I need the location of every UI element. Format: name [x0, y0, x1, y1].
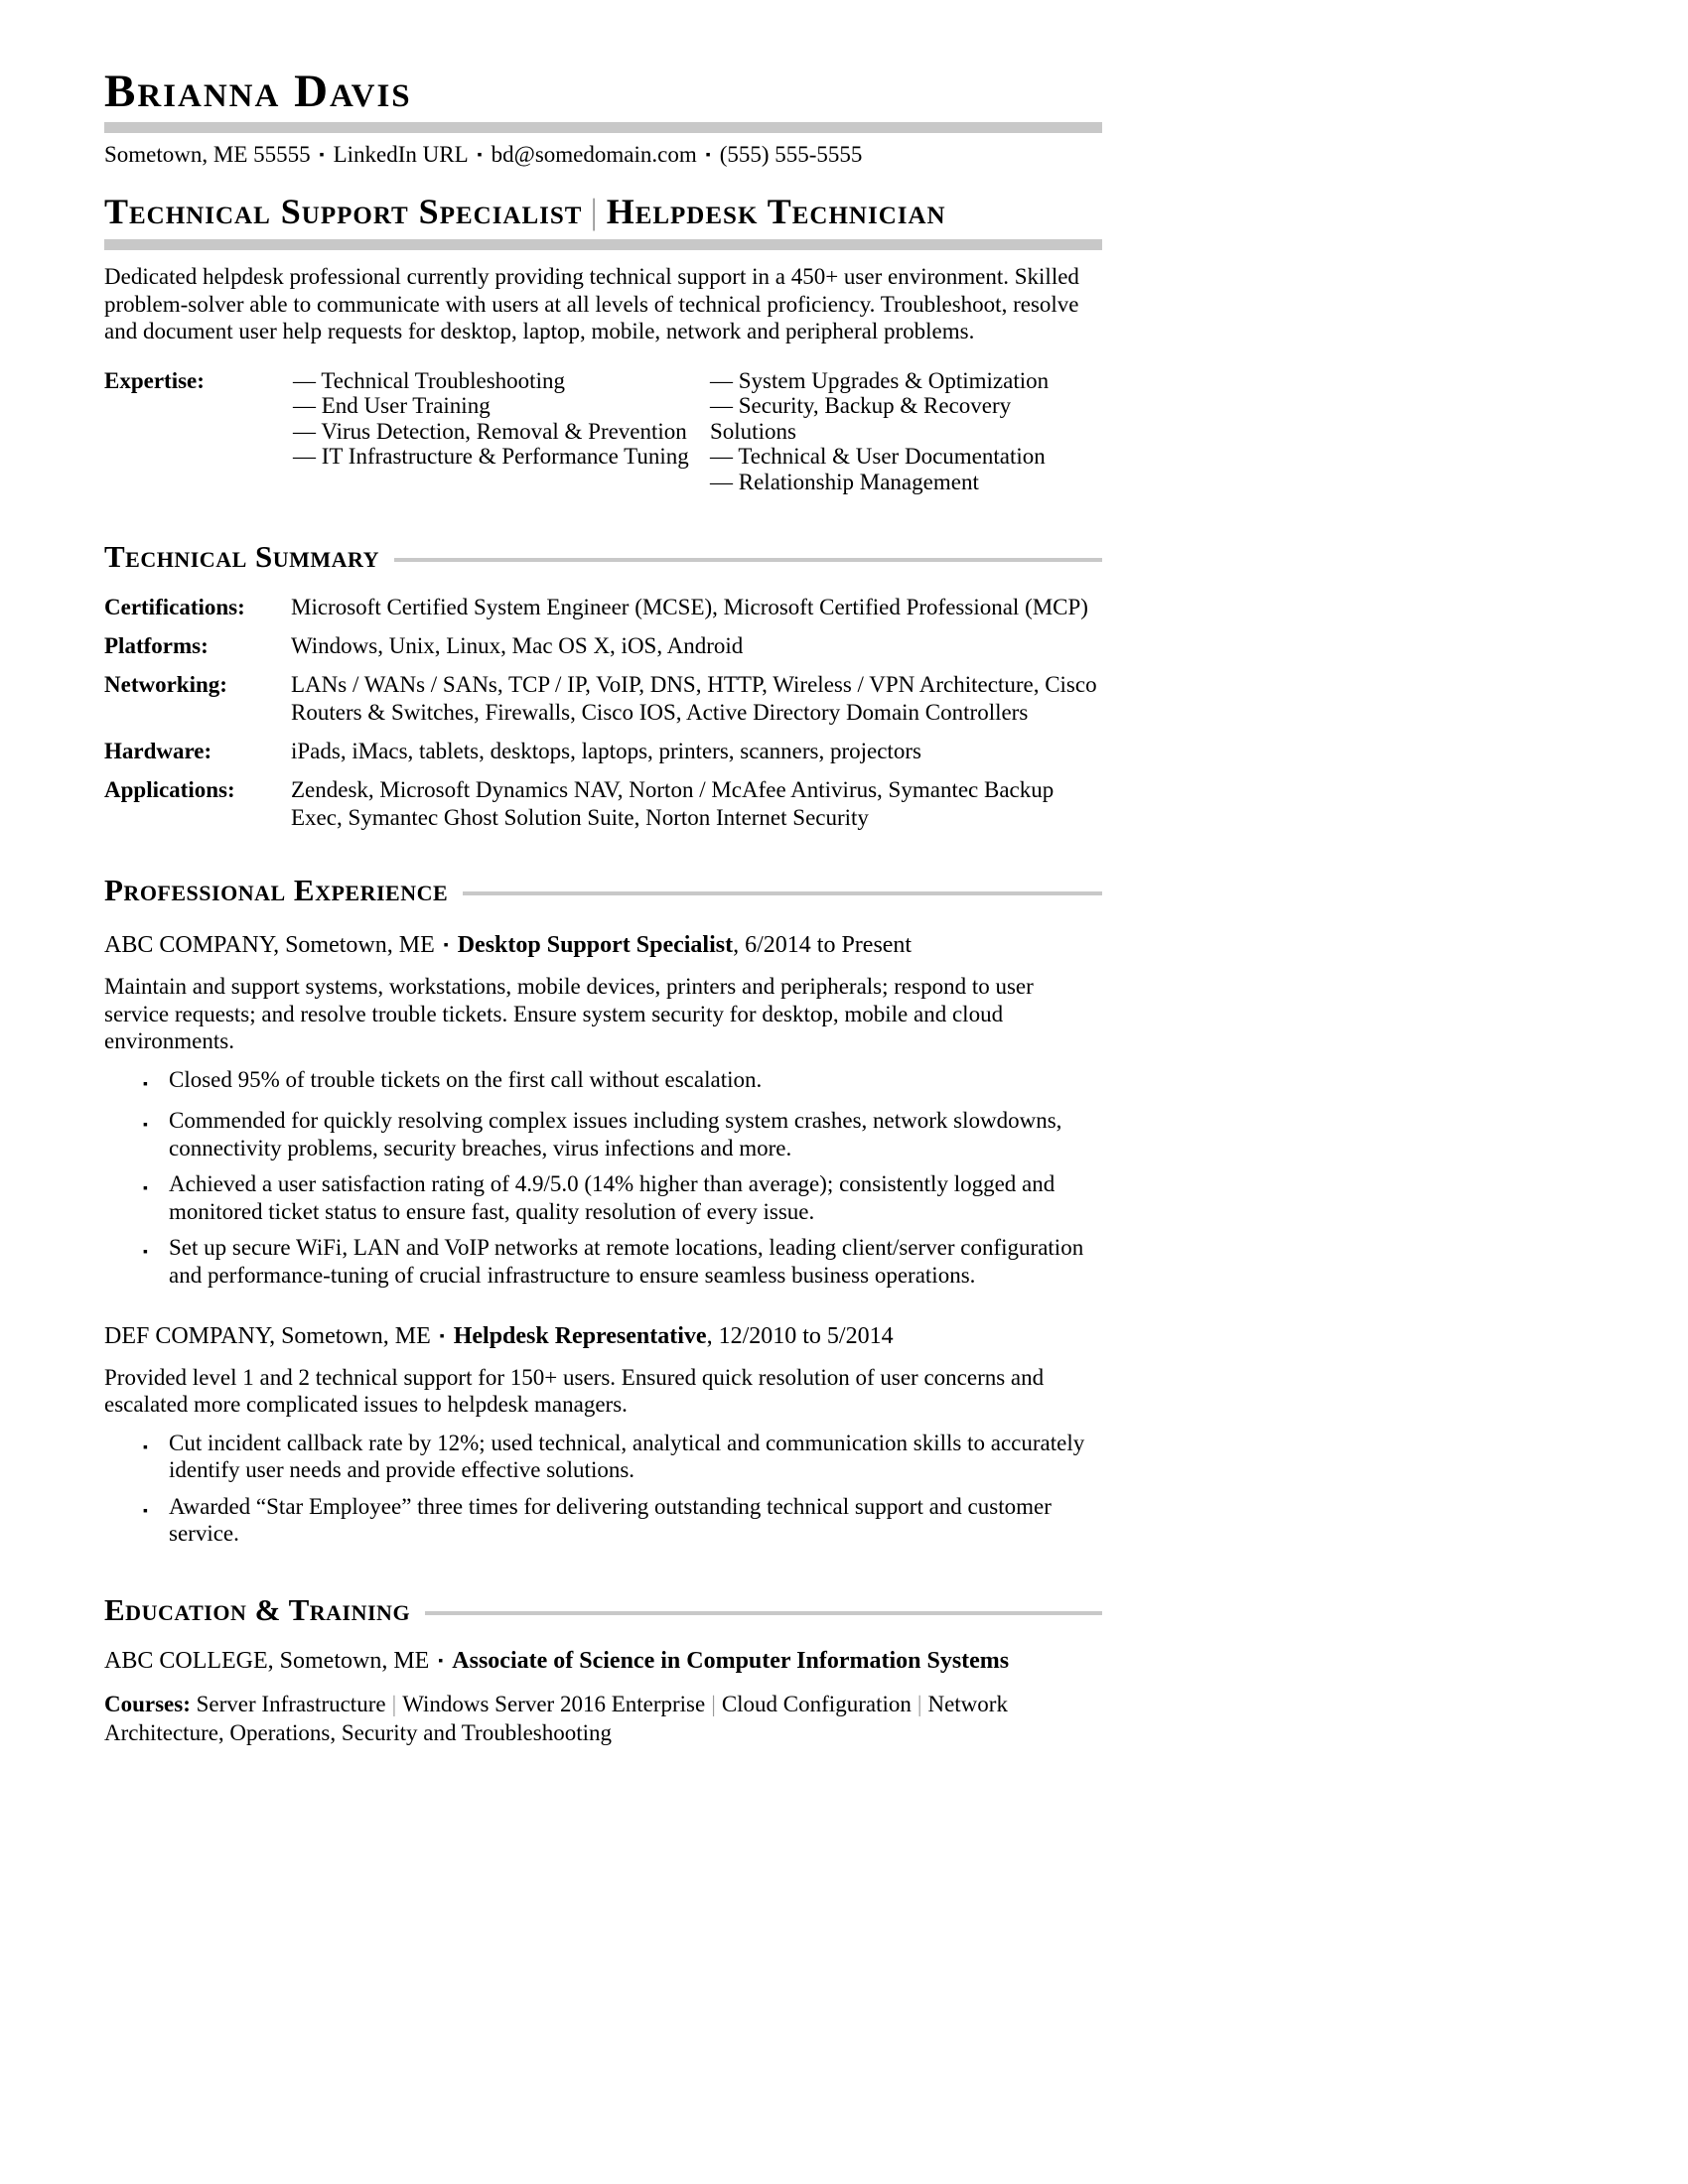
heading-rule — [425, 1611, 1102, 1615]
job-bullet — [104, 1066, 1102, 1099]
section-title: Technical Summary — [104, 539, 380, 575]
expertise-item: — System Upgrades & Optimization — [710, 367, 1050, 393]
expertise-column-2 — [710, 368, 1102, 495]
expertise-item: — Technical Troubleshooting — [293, 367, 565, 393]
person-name: Brianna Davis — [104, 66, 412, 117]
bullet-text: Awarded “Star Employee” three times for delivering outstanding technical support and customer service. — [169, 1493, 1052, 1547]
title-section — [104, 194, 1102, 344]
courses-line — [104, 1690, 1102, 1747]
course-item: Server Infrastructure — [196, 1692, 386, 1717]
section-heading-technical-summary — [104, 540, 1102, 574]
job-bullet-list — [104, 1430, 1102, 1548]
square-separator-icon: ▪ — [319, 148, 325, 164]
contact-linkedin: LinkedIn URL — [333, 142, 469, 168]
expertise-section — [104, 368, 1102, 495]
pipe-divider: | — [391, 1692, 397, 1717]
school-name: ABC COLLEGE, Sometown, ME — [104, 1648, 430, 1675]
bullet-text: Achieved a user satisfaction rating of 4.9/5.0 (14% higher than average); consistently logged and monitored ticket status to ensure fast, quality resolution of every issue. — [169, 1171, 1055, 1224]
education-entry — [104, 1648, 1102, 1675]
square-separator-icon: ▪ — [443, 938, 449, 954]
row-value: Zendesk, Microsoft Dynamics NAV, Norton / McAfee Antivirus, Symantec Backup Exec, Symantec Ghost Solution Suite, Norton Internet Security — [291, 777, 1055, 831]
course-item: Network Architecture, Operations, Security and Troubleshooting — [104, 1692, 1008, 1746]
resume-headline — [104, 194, 1102, 231]
section-heading-professional-experience — [104, 874, 1102, 907]
row-label: Networking: — [104, 672, 227, 698]
heading-rule — [463, 891, 1102, 895]
education-section — [104, 1593, 1102, 1747]
expertise-item: — Security, Backup & Recovery Solutions — [710, 393, 1012, 444]
job-bullet — [104, 1430, 1102, 1484]
section-title: Professional Experience — [104, 873, 449, 908]
row-label: Platforms: — [104, 633, 209, 659]
technical-summary-section — [104, 540, 1102, 832]
headline-divider: | — [590, 192, 599, 232]
bullet-icon: ▪ — [143, 1076, 148, 1092]
experience-section — [104, 874, 1102, 1548]
pipe-divider: | — [916, 1692, 922, 1717]
job-bullet — [104, 1107, 1102, 1161]
expertise-item: — IT Infrastructure & Performance Tuning — [293, 444, 689, 470]
bullet-icon: ▪ — [143, 1439, 148, 1455]
job-bullet — [104, 1170, 1102, 1225]
section-heading-education — [104, 1593, 1102, 1627]
job-title: Desktop Support Specialist — [457, 932, 734, 959]
profile-summary: Dedicated helpdesk professional currently providing technical support in a 450+ user environment. Skilled problem-solver able to communicate with users at all levels of technical proficiency. Troubleshoot, resolve and document user help requests for desktop, laptop, mobile, network and peripheral problems. — [104, 264, 1079, 344]
bullet-text: Cut incident callback rate by 12%; used technical, analytical and communication skills to accurately identify user needs and provide effective solutions. — [169, 1430, 1085, 1483]
row-label: Hardware: — [104, 739, 212, 764]
bullet-text: Set up secure WiFi, LAN and VoIP networks at remote locations, leading client/server configuration and performance-tuning of crucial infrastructure to ensure seamless business operations. — [169, 1235, 1084, 1288]
row-label: Applications: — [104, 777, 235, 803]
expertise-item: — Technical & User Documentation — [710, 444, 1046, 470]
square-separator-icon: ▪ — [705, 148, 711, 164]
bullet-text: Commended for quickly resolving complex issues including system crashes, network slowdowns, connectivity problems, security breaches, virus infections and more. — [169, 1108, 1062, 1160]
row-value: Windows, Unix, Linux, Mac OS X, iOS, Android — [291, 633, 744, 659]
job-heading — [104, 931, 1102, 960]
headline-rule — [104, 239, 1102, 250]
job-entry — [104, 1322, 1102, 1548]
summary-row — [104, 632, 1102, 660]
expertise-item: — Relationship Management — [710, 469, 979, 494]
bullet-icon: ▪ — [143, 1245, 148, 1261]
course-item: Windows Server 2016 Enterprise — [402, 1692, 706, 1717]
job-bullet — [104, 1234, 1102, 1289]
courses-label: Courses: — [104, 1692, 191, 1717]
headline-left: Technical Support Specialist — [104, 192, 583, 232]
job-heading — [104, 1322, 1102, 1351]
job-bullet-list — [104, 1066, 1102, 1290]
job-dates: , 6/2014 to Present — [733, 932, 913, 959]
summary-row — [104, 738, 1102, 765]
job-bullet — [104, 1493, 1102, 1548]
headline-right: Helpdesk Technician — [606, 192, 946, 232]
expertise-label: Expertise: — [104, 367, 205, 393]
contact-location: Sometown, ME 55555 — [104, 142, 311, 168]
row-value: iPads, iMacs, tablets, desktops, laptops, printers, scanners, projectors — [291, 739, 921, 764]
expertise-column-1 — [293, 368, 710, 495]
bullet-icon: ▪ — [143, 1503, 148, 1519]
job-title: Helpdesk Representative — [453, 1323, 707, 1350]
row-value: LANs / WANs / SANs, TCP / IP, VoIP, DNS, HTTP, Wireless / VPN Architecture, Cisco Routers & Switches, Firewalls, Cisco IOS, Active Directory Domain Controllers — [291, 672, 1097, 726]
summary-row — [104, 776, 1102, 832]
summary-row — [104, 594, 1102, 621]
job-dates: , 12/2010 to 5/2014 — [706, 1323, 894, 1350]
bullet-icon: ▪ — [143, 1181, 148, 1197]
job-entry — [104, 931, 1102, 1289]
course-item: Cloud Configuration — [721, 1692, 912, 1717]
summary-row — [104, 671, 1102, 727]
square-separator-icon: ▪ — [439, 1329, 445, 1345]
section-title: Education & Training — [104, 1591, 411, 1627]
expertise-item: — End User Training — [293, 393, 491, 419]
row-value: Microsoft Certified System Engineer (MCSE), Microsoft Certified Professional (MCP) — [291, 595, 1088, 620]
heading-rule — [394, 558, 1102, 562]
row-label: Certifications: — [104, 595, 245, 620]
company-name: DEF COMPANY, Sometown, ME — [104, 1323, 431, 1350]
pipe-divider: | — [711, 1692, 716, 1717]
technical-summary-rows — [104, 594, 1102, 832]
bullet-icon: ▪ — [143, 1118, 148, 1134]
contact-phone: (555) 555-5555 — [719, 142, 863, 168]
square-separator-icon: ▪ — [438, 1654, 444, 1670]
square-separator-icon: ▪ — [477, 148, 483, 164]
job-summary: Maintain and support systems, workstations, mobile devices, printers and peripherals; respond to user service requests; and resolve trouble tickets. Ensure system security for desktop, mobile and cloud environments. — [104, 974, 1034, 1054]
header-section — [104, 68, 1102, 168]
expertise-item: — Virus Detection, Removal & Prevention — [293, 418, 687, 444]
header-rule — [104, 122, 1102, 133]
job-summary: Provided level 1 and 2 technical support for 150+ users. Ensured quick resolution of user concerns and escalated more complicated issues to helpdesk managers. — [104, 1364, 1045, 1418]
contact-line — [104, 142, 1102, 168]
bullet-text: Closed 95% of trouble tickets on the first call without escalation. — [169, 1066, 763, 1092]
company-name: ABC COMPANY, Sometown, ME — [104, 932, 435, 959]
degree-name: Associate of Science in Computer Information Systems — [452, 1648, 1010, 1675]
contact-email: bd@somedomain.com — [491, 142, 697, 168]
